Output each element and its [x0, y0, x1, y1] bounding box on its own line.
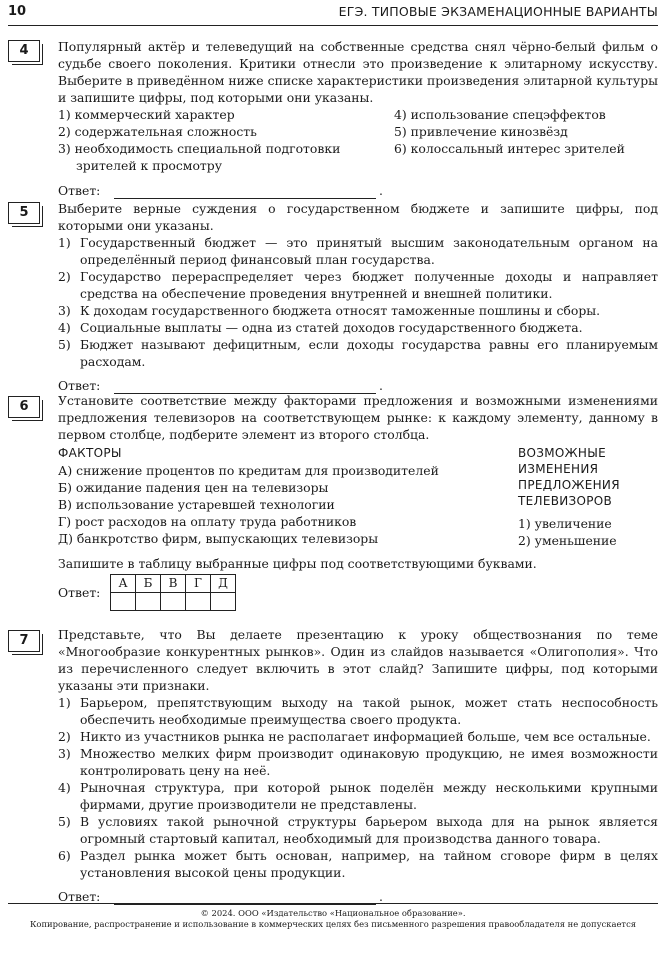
task-number-7: 7: [8, 630, 40, 652]
answer-line-4[interactable]: [114, 186, 376, 199]
page-footer: [8, 908, 658, 930]
task-6-answer: [58, 574, 658, 611]
task-6-columns: [58, 445, 658, 549]
task-5-intro: Выберите верные суждения о государственном бюджете и запишите цифры, под которыми они указаны.: [58, 201, 658, 233]
task-4-answer: Ответ: .: [58, 183, 383, 198]
factors-header: ФАКТОРЫ: [58, 446, 122, 460]
changes-header-line: ВОЗМОЖНЫЕ: [518, 446, 606, 460]
task-7-option: 6) Раздел рынка может быть основан, например, на тайном сговоре фирм в целях установления высокой цены продукции.: [58, 848, 658, 880]
footer-divider: [8, 903, 658, 904]
task-6: [58, 392, 658, 611]
task-7-option: 3) Множество мелких фирм производит одинаковую продукцию, не имея возможности контролировать цену на неё.: [58, 746, 658, 778]
changes-header-line: ИЗМЕНЕНИЯ: [518, 462, 599, 476]
changes-header-line: ТЕЛЕВИЗОРОВ: [518, 494, 613, 508]
task-6-intro: Установите соответствие между факторами предложения и возможными изменениями предложения телевизоров на соответствующем рынке: к каждому элементу, данному в первом столбце, подберите элемент из второго столбца.: [58, 393, 658, 442]
page-header: [8, 4, 658, 24]
task-number-4: 4: [8, 40, 40, 62]
page-number: 10: [8, 4, 27, 19]
changes-header-line: ПРЕДЛОЖЕНИЯ: [518, 478, 620, 492]
factor-item: Г) рост расходов на оплату труда работников: [58, 514, 357, 529]
task-6-table-instruction: Запишите в таблицу выбранные цифры под соответствующими буквами.: [58, 556, 537, 571]
header-divider: [8, 25, 658, 26]
change-item: 2) уменьшение: [518, 533, 617, 548]
factor-item: Д) банкротство фирм, выпускающих телевизоры: [58, 531, 379, 546]
task-5-answer: Ответ: .: [58, 378, 383, 393]
task-5-option: 1) Государственный бюджет — это принятый высшим законодательным органом на определённый период финансовый план государства.: [58, 235, 658, 267]
task-5-option: 5) Бюджет называют дефицитным, если доходы государства равны его планируемым расходам.: [58, 337, 658, 369]
answer-table: [110, 574, 236, 611]
factors-column: [58, 445, 508, 547]
footer-notice: Копирование, распространение и использование в коммерческих целях без письменного разрешения правообладателя не допускается: [29, 919, 637, 929]
factor-item: А) снижение процентов по кредитам для производителей: [58, 463, 439, 478]
task-4-options: [58, 106, 658, 174]
task-4-option: 1) коммерческий характер: [58, 107, 235, 122]
task-7: [58, 626, 658, 905]
task-5: [58, 200, 658, 394]
answer-label: Ответ:: [58, 183, 101, 198]
task-4-option: 2) содержательная сложность: [58, 124, 257, 139]
task-5-option: 3) К доходам государственного бюджета относят таможенные пошлины и сборы.: [58, 303, 601, 318]
running-title: ЕГЭ. ТИПОВЫЕ ЭКЗАМЕНАЦИОННЫЕ ВАРИАНТЫ: [338, 4, 658, 19]
answer-cell[interactable]: [111, 593, 136, 611]
answer-label: Ответ:: [58, 889, 101, 904]
task-7-intro: Представьте, что Вы делаете презентацию к уроку обществознания по теме «Многообразие конкурентных рынков». Один из слайдов называется «Олигополия». Что из перечисленного следует включить в этот слайд? Запишите цифры, под которыми указаны эти признаки.: [58, 627, 658, 693]
task-4: [58, 38, 658, 199]
task-number-5: 5: [8, 202, 40, 224]
task-4-option: 3) необходимость специальной подготовки зрителей к просмотру: [58, 141, 341, 173]
task-5-option: 2) Государство перераспределяет через бюджет полученные доходы и направляет средства на обеспечение проведения внутренней и внешней политики.: [58, 269, 658, 301]
answer-cell[interactable]: [186, 593, 211, 611]
task-7-answer: Ответ: .: [58, 889, 383, 904]
task-4-option: 4) использование спецэффектов: [394, 107, 606, 122]
task-7-option: 1) Барьером, препятствующим выходу на такой рынок, может стать неспособность обеспечить необходимые преимущества своего продукта.: [58, 695, 658, 727]
task-4-option: 6) колоссальный интерес зрителей: [394, 141, 625, 156]
answer-table-letter: Д: [211, 575, 236, 593]
task-7-option: 5) В условиях такой рыночной структуры барьером выхода для на рынок является огромный стартовый капитал, необходимый для производства данного товара.: [58, 814, 658, 846]
task-number-6: 6: [8, 396, 40, 418]
task-4-intro: Популярный актёр и телеведущий на собственные средства снял чёрно-белый фильм о судьбе своего поколения. Критики отнесли это произведение к элитарному искусству. Выберите в приведённом ниже списке характеристики произведения элитарной культуры и запишите цифры, под которыми они указаны.: [58, 39, 658, 105]
answer-table-letter: А: [111, 575, 136, 593]
task-7-option: 2) Никто из участников рынка не располагает информацией больше, чем все остальные.: [58, 729, 651, 744]
answer-table-letter: Г: [186, 575, 211, 593]
task-4-option: 5) привлечение кинозвёзд: [394, 124, 568, 139]
task-5-option: 4) Социальные выплаты — одна из статей доходов государственного бюджета.: [58, 320, 583, 335]
answer-cell[interactable]: [161, 593, 186, 611]
task-7-option: 4) Рыночная структура, при которой рынок поделён между несколькими крупными фирмами, другие производители не представлены.: [58, 780, 658, 812]
answer-table-letter: Б: [136, 575, 161, 593]
changes-column: [518, 445, 658, 549]
answer-table-letter: В: [161, 575, 186, 593]
factor-item: В) использование устаревшей технологии: [58, 497, 335, 512]
factor-item: Б) ожидание падения цен на телевизоры: [58, 480, 329, 495]
answer-cell[interactable]: [136, 593, 161, 611]
change-item: 1) увеличение: [518, 516, 612, 531]
footer-copyright: © 2024. ООО «Издательство «Национальное образование».: [200, 908, 466, 918]
answer-label: Ответ:: [58, 585, 101, 600]
answer-cell[interactable]: [211, 593, 236, 611]
answer-label: Ответ:: [58, 378, 101, 393]
